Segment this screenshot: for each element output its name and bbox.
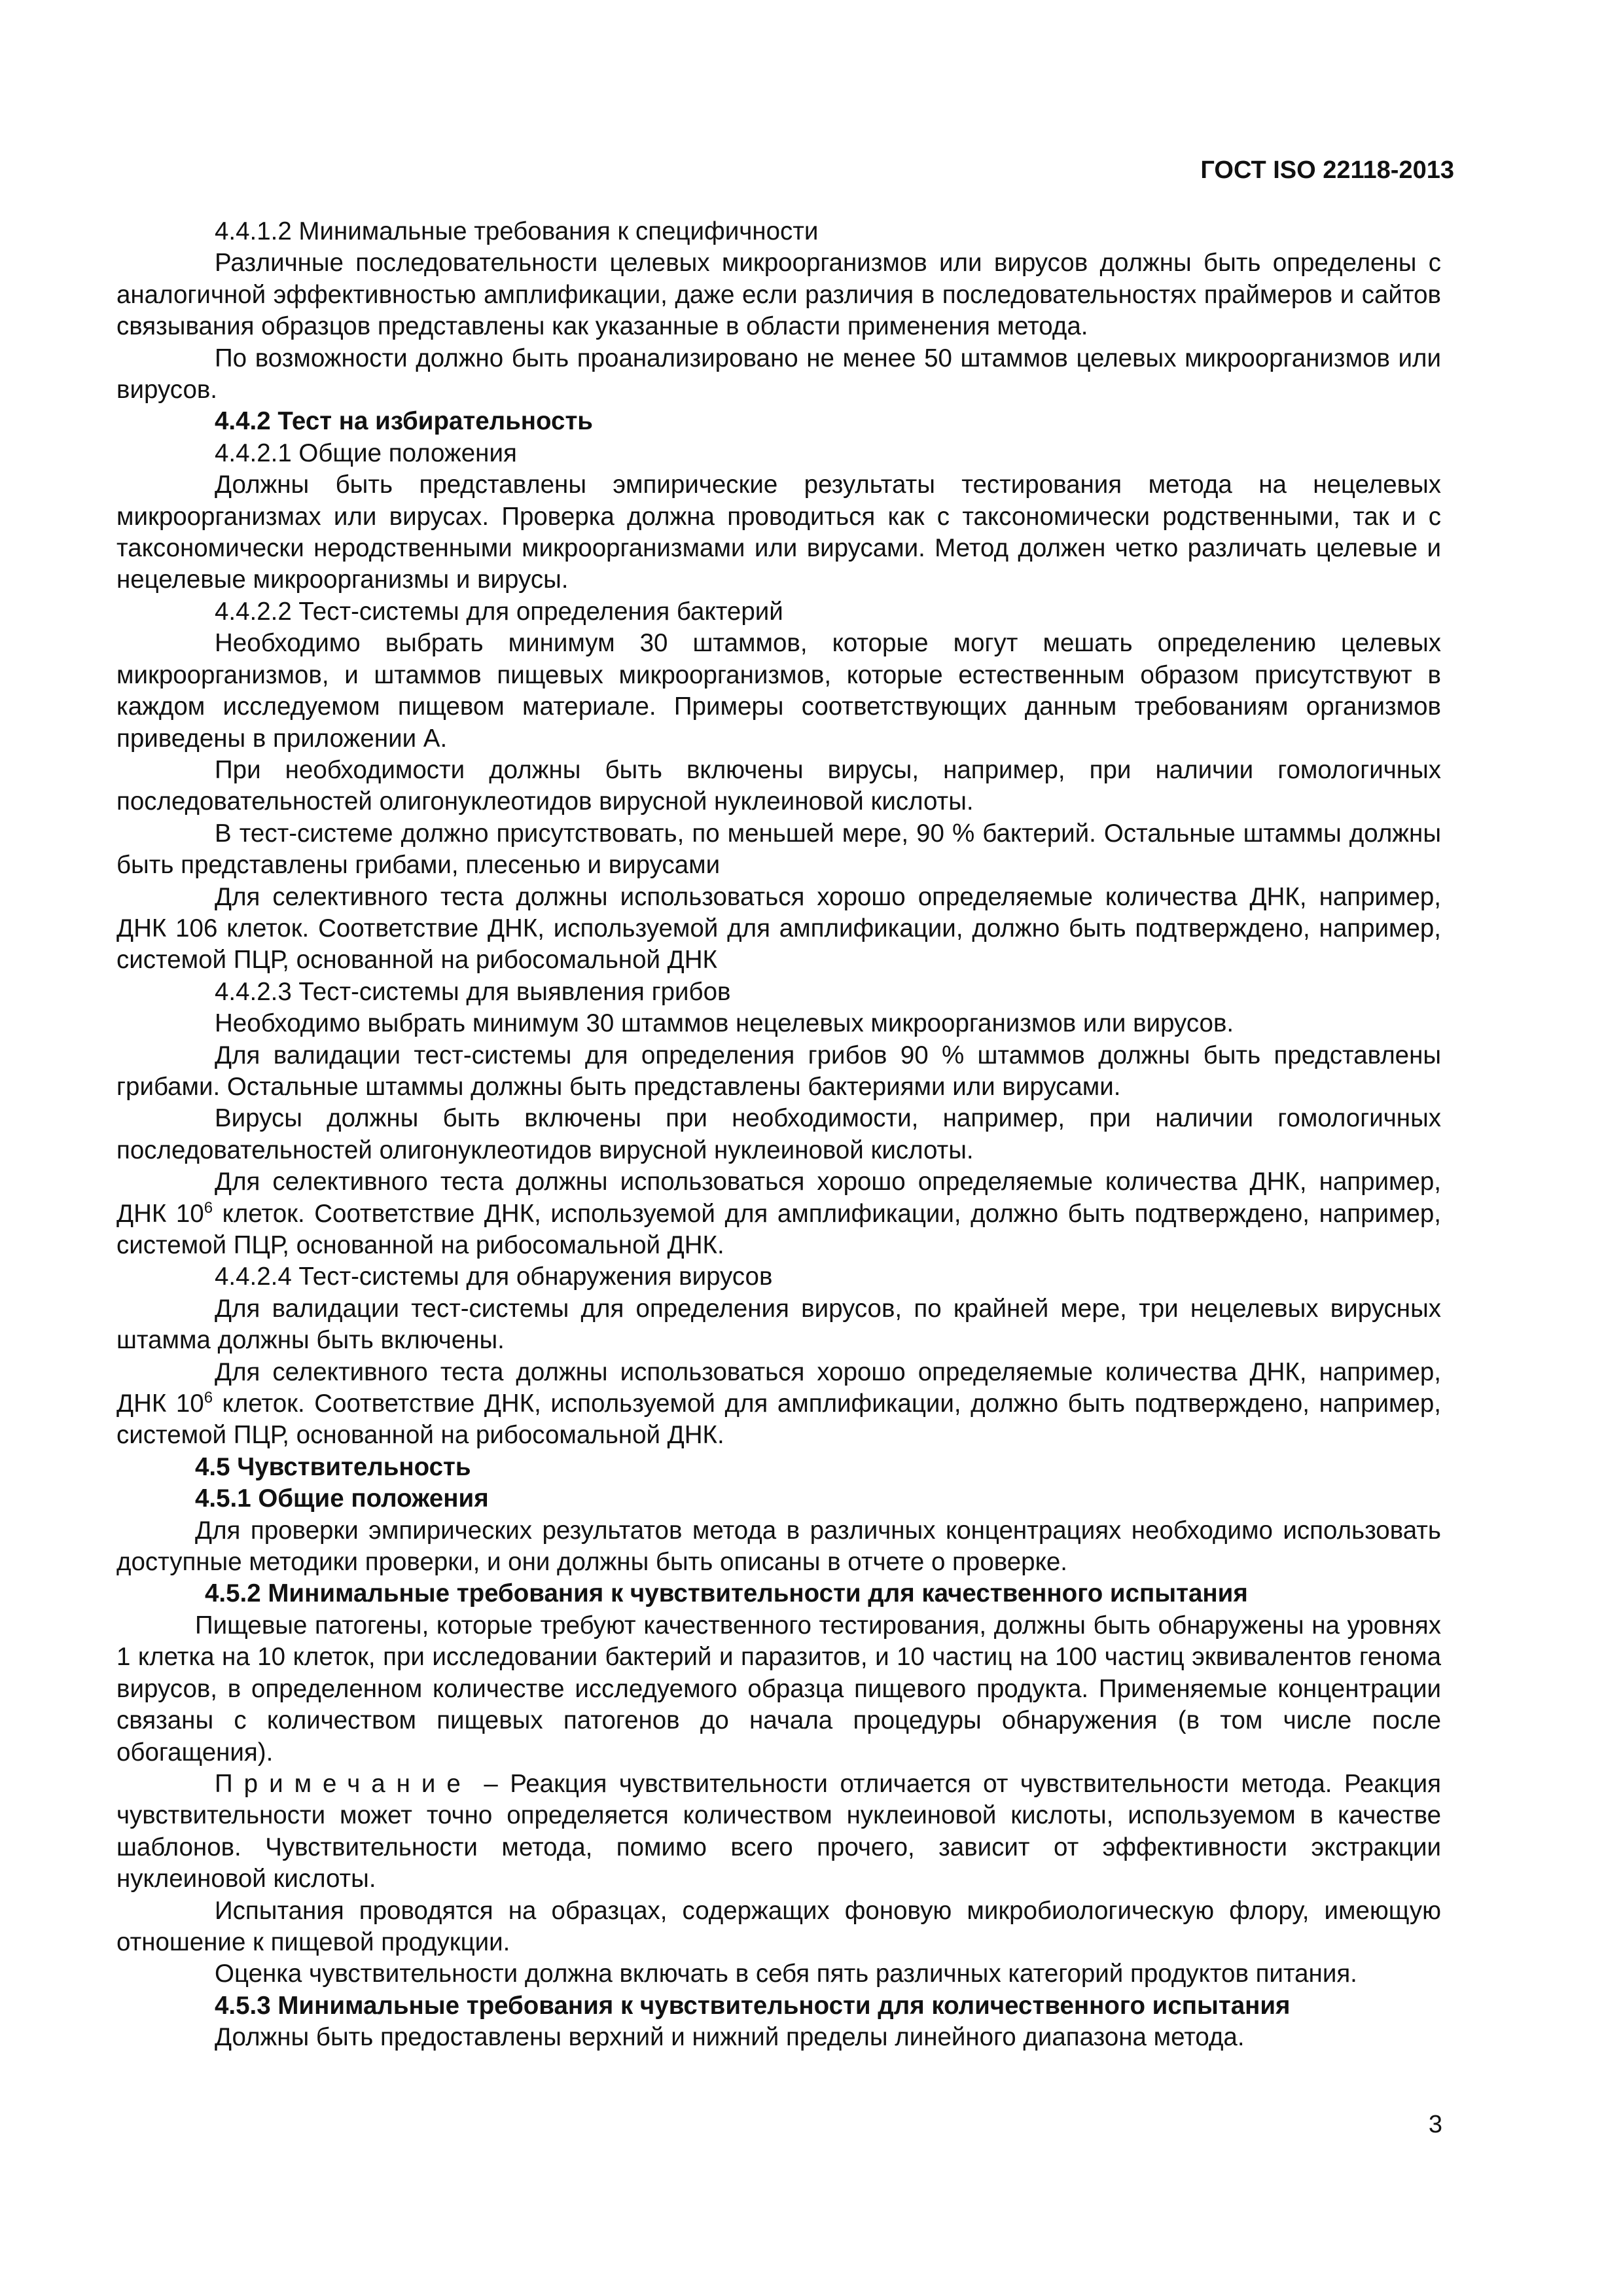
paragraph: В тест-системе должно присутствовать, по меньшей мере, 90 % бактерий. Остальные штаммы должны быть представлены грибами, плесенью и вирусами — [116, 819, 1441, 880]
paragraph: Необходимо выбрать минимум 30 штаммов нецелевых микроорганизмов или вирусов. — [215, 1009, 1234, 1038]
section-heading: 4.5.3 Минимальные требования к чувствительности для количественного испытания — [215, 1991, 1291, 2020]
paragraph: Вирусы должны быть включены при необходимости, например, при наличии гомологичных последовательностей олигонуклеотидов вирусной нуклеиновой кислоты. — [116, 1104, 1441, 1164]
document-code: ГОСТ ISO 22118-2013 — [1200, 156, 1454, 184]
exponent: 6 — [204, 1198, 213, 1217]
paragraph: Для селективного теста должны использоваться хорошо определяемые количества ДНК, например, ДНК 106 клеток. Соответствие ДНК, используемой для амплификации, должно быть подтверждено, например, системой ПЦР, основанной на рибосомальной ДНК — [116, 882, 1441, 975]
paragraph: Испытания проводятся на образцах, содержащих фоновую микробиологическую флору, имеющую отношение к пищевой продукции. — [116, 1896, 1441, 1956]
paragraph: Должны быть предоставлены верхний и нижний пределы линейного диапазона метода. — [215, 2023, 1245, 2052]
paragraph: По возможности должно быть проанализировано не менее 50 штаммов целевых микроорганизмов или вирусов. — [116, 344, 1441, 404]
paragraph-text: Для селективного теста должны использоваться хорошо определяемые количества ДНК, например, ДНК 10 — [116, 1357, 1441, 1418]
subsection-heading: 4.4.2.1 Общие положения — [215, 439, 517, 467]
note-label: Примечание — [215, 1769, 472, 1798]
paragraph — [116, 1166, 1441, 1261]
section-heading: 4.5.2 Минимальные требования к чувствительности для качественного испытания — [205, 1579, 1248, 1608]
paragraph: Должны быть представлены эмпирические результаты тестирования метода на нецелевых микроорганизмах или вирусах. Проверка должна проводиться как с таксономически родственными, так и с таксономически неродственными микроорганизмами или вирусами. Метод должен четко различать целевые и нецелевые микроорганизмы и вирусы. — [116, 471, 1441, 594]
note-text: – Реакция чувствительности отличается от чувствительности метода. Реакция чувствительности может точно определяется количеством нуклеиновой кислоты, используемом в качестве шаблонов. Чувствительности метода, помимо всего прочего, зависит от эффективности экстракции нуклеиновой кислоты. — [116, 1769, 1441, 1893]
section-heading: 4.5.1 Общие положения — [195, 1484, 489, 1513]
subsection-heading: 4.4.2.4 Тест-системы для обнаружения вирусов — [215, 1263, 773, 1291]
document-body — [116, 216, 1441, 2054]
subsection-heading: 4.4.2.3 Тест-системы для выявления грибов — [215, 977, 731, 1006]
paragraph: Для проверки эмпирических результатов метода в различных концентрациях необходимо использовать доступные методики проверки, и они должны быть описаны в отчете о проверке. — [116, 1516, 1441, 1577]
subsection-heading: 4.4.1.2 Минимальные требования к специфичности — [215, 217, 819, 245]
section-heading: 4.4.2 Тест на избирательность — [215, 407, 593, 436]
paragraph-text: Для селективного теста должны использоваться хорошо определяемые количества ДНК, например, ДНК 10 — [116, 1168, 1441, 1228]
paragraph-text: клеток. Соответствие ДНК, используемой для амплификации, должно быть подтверждено, например, системой ПЦР, основанной на рибосомальной ДНК. — [116, 1390, 1441, 1450]
subsection-heading: 4.4.2.2 Тест-системы для определения бактерий — [215, 597, 783, 626]
paragraph — [116, 1357, 1441, 1452]
note-paragraph — [116, 1768, 1441, 1895]
paragraph: Для валидации тест-системы для определения грибов 90 % штаммов должны быть представлены грибами. Остальные штаммы должны быть представлены бактериями или вирусами. — [116, 1041, 1441, 1101]
paragraph: Пищевые патогены, которые требуют качественного тестирования, должны быть обнаружены на уровнях 1 клетка на 10 клеток, при исследовании бактерий и паразитов, и 10 частиц на 100 частиц эквивалентов генома вирусов, в определенном количестве исследуемого образца пищевого продукта. Применяемые концентрации связаны с количеством пищевых патогенов до начала процедуры обнаружения (в том числе после обогащения). — [116, 1611, 1441, 1767]
page-number: 3 — [1428, 2111, 1442, 2138]
exponent: 6 — [204, 1389, 213, 1407]
paragraph: Различные последовательности целевых микроорганизмов или вирусов должны быть определены с аналогичной эффективностью амплификации, даже если различия в последовательностях праймеров и сайтов связывания образцов представлены как указанные в области применения метода. — [116, 249, 1441, 341]
section-heading: 4.5 Чувствительность — [195, 1452, 471, 1481]
paragraph: Для валидации тест-системы для определения вирусов, по крайней мере, три нецелевых вирусных штамма должны быть включены. — [116, 1294, 1441, 1355]
paragraph: Оценка чувствительности должна включать в себя пять различных категорий продуктов питания. — [215, 1960, 1357, 1988]
paragraph: При необходимости должны быть включены вирусы, например, при наличии гомологичных последовательностей олигонуклеотидов вирусной нуклеиновой кислоты. — [116, 755, 1441, 816]
paragraph-text: клеток. Соответствие ДНК, используемой для амплификации, должно быть подтверждено, например, системой ПЦР, основанной на рибосомальной ДНК. — [116, 1199, 1441, 1259]
paragraph: Необходимо выбрать минимум 30 штаммов, которые могут мешать определению целевых микроорганизмов, и штаммов пищевых микроорганизмов, которые естественным образом присутствуют в каждом исследуемом пищевом материале. Примеры соответствующих данным требованиям организмов приведены в приложении А. — [116, 629, 1441, 753]
